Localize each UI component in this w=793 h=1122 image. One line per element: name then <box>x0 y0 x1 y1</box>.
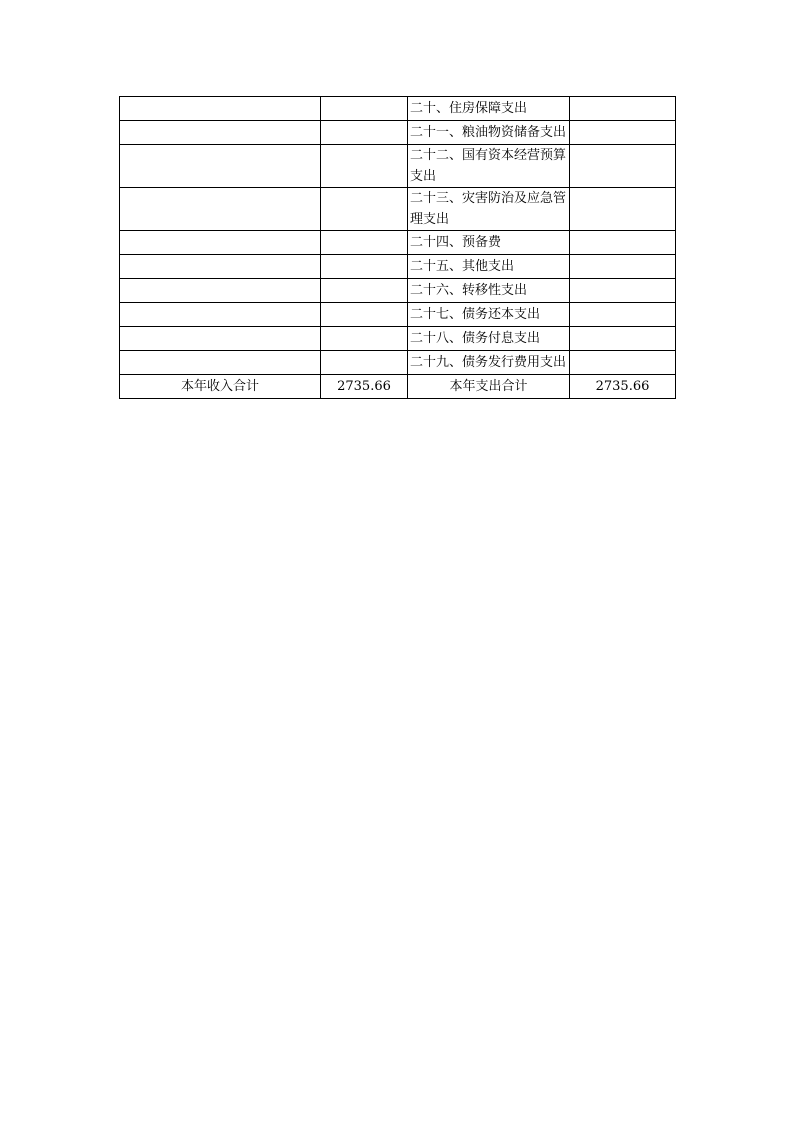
expense-amount-cell <box>570 121 676 145</box>
income-amount-cell <box>321 327 408 351</box>
income-item-cell <box>120 279 321 303</box>
income-total-amount: 2735.66 <box>321 375 408 399</box>
table-row <box>120 351 676 375</box>
table-row <box>120 121 676 145</box>
expense-amount-cell <box>570 327 676 351</box>
budget-table <box>119 96 676 399</box>
expense-amount-cell <box>570 231 676 255</box>
expense-amount-cell <box>570 145 676 188</box>
expense-total-label: 本年支出合计 <box>408 375 570 399</box>
expense-item-cell: 二十二、国有资本经营预算支出 <box>408 145 570 188</box>
income-amount-cell <box>321 279 408 303</box>
income-amount-cell <box>321 145 408 188</box>
expense-amount-cell <box>570 97 676 121</box>
income-item-cell <box>120 351 321 375</box>
expense-item-cell: 二十九、债务发行费用支出 <box>408 351 570 375</box>
table-row <box>120 279 676 303</box>
expense-amount-cell <box>570 279 676 303</box>
income-amount-cell <box>321 303 408 327</box>
expense-amount-cell <box>570 351 676 375</box>
income-item-cell <box>120 97 321 121</box>
table-row <box>120 303 676 327</box>
table-row <box>120 327 676 351</box>
expense-item-cell: 二十一、粮油物资储备支出 <box>408 121 570 145</box>
income-item-cell <box>120 188 321 231</box>
table-row <box>120 255 676 279</box>
income-total-label: 本年收入合计 <box>120 375 321 399</box>
expense-item-cell: 二十三、灾害防治及应急管理支出 <box>408 188 570 231</box>
income-item-cell <box>120 255 321 279</box>
income-item-cell <box>120 121 321 145</box>
expense-amount-cell <box>570 188 676 231</box>
expense-item-cell: 二十六、转移性支出 <box>408 279 570 303</box>
income-amount-cell <box>321 255 408 279</box>
income-amount-cell <box>321 231 408 255</box>
income-amount-cell <box>321 121 408 145</box>
income-item-cell <box>120 327 321 351</box>
income-amount-cell <box>321 97 408 121</box>
income-amount-cell <box>321 188 408 231</box>
expense-item-cell: 二十七、债务还本支出 <box>408 303 570 327</box>
income-item-cell <box>120 145 321 188</box>
table-row <box>120 97 676 121</box>
expense-item-cell: 二十八、债务付息支出 <box>408 327 570 351</box>
totals-row <box>120 375 676 399</box>
income-amount-cell <box>321 351 408 375</box>
table-row <box>120 188 676 231</box>
table-row <box>120 145 676 188</box>
expense-item-cell: 二十四、预备费 <box>408 231 570 255</box>
expense-amount-cell <box>570 303 676 327</box>
income-item-cell <box>120 303 321 327</box>
expense-amount-cell <box>570 255 676 279</box>
income-item-cell <box>120 231 321 255</box>
table-row <box>120 231 676 255</box>
expense-item-cell: 二十、住房保障支出 <box>408 97 570 121</box>
expense-item-cell: 二十五、其他支出 <box>408 255 570 279</box>
expense-total-amount: 2735.66 <box>570 375 676 399</box>
